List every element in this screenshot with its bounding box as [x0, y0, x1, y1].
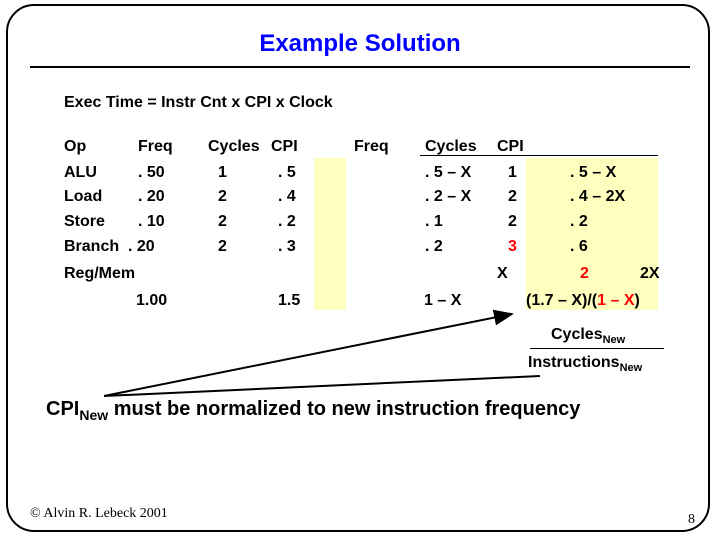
new-cycles-alu: 1: [508, 164, 517, 181]
denominator-subscript: New: [619, 362, 643, 375]
row-cpi-branch: . 3: [278, 238, 296, 255]
row-cpi-load: . 4: [278, 188, 296, 205]
new-cycles-load: 2: [508, 188, 517, 205]
new-cycles-regmem: X: [497, 265, 508, 282]
total-freq-old: 1.00: [136, 292, 168, 309]
row-freq-alu: . 50: [138, 164, 165, 181]
row-op-regmem: Reg/Mem: [64, 265, 136, 282]
header-new-cpi: CPI: [497, 138, 524, 155]
total-cpi-suffix: ): [634, 292, 640, 309]
total-cpi-prefix: (1.7 – X)/(: [526, 292, 598, 309]
new-cpi-alu: . 5 – X: [570, 164, 617, 181]
header-op: Op: [64, 138, 87, 155]
new-cpi-store: . 2: [570, 213, 588, 230]
note-cpi: CPI: [46, 398, 80, 420]
new-cpi-regmem-term: 2X: [640, 265, 660, 282]
row-cpi-alu: . 5: [278, 164, 296, 181]
copyright: © Alvin R. Lebeck 2001: [30, 506, 168, 521]
note-text: must be normalized to new instruction frequency: [108, 398, 581, 420]
new-cpi-branch: . 6: [570, 238, 588, 255]
row-freq-branch: . 20: [128, 238, 155, 255]
new-cycles-branch: 3: [508, 238, 517, 255]
slide-title: Example Solution: [259, 30, 461, 57]
total-cpi-denominator: 1 – X: [597, 292, 635, 309]
row-cycles-store: 2: [218, 213, 227, 230]
normalization-note: [46, 398, 580, 423]
row-cycles-alu: 1: [218, 164, 227, 181]
new-freq-store: . 1: [425, 213, 443, 230]
page-number: 8: [688, 512, 695, 527]
header-freq: Freq: [138, 138, 173, 155]
total-cpi-old: 1.5: [278, 292, 301, 309]
row-op-alu: ALU: [64, 164, 97, 181]
row-cycles-load: 2: [218, 188, 227, 205]
note-subscript: New: [79, 407, 109, 423]
total-freq-new: 1 – X: [424, 292, 462, 309]
row-cpi-store: . 2: [278, 213, 296, 230]
new-freq-load: . 2 – X: [425, 188, 472, 205]
new-cycles-store: 2: [508, 213, 517, 230]
new-freq-alu: . 5 – X: [425, 164, 472, 181]
header-new-freq: Freq: [354, 138, 389, 155]
row-freq-store: . 10: [138, 213, 165, 230]
row-freq-load: . 20: [138, 188, 165, 205]
header-cycles: Cycles: [208, 138, 260, 155]
arrow-to-total-cpi: [104, 314, 512, 396]
header-cpi: CPI: [271, 138, 298, 155]
numerator-text: Cycles: [551, 326, 603, 343]
new-cpi-regmem-value: 2: [580, 265, 589, 282]
numerator-subscript: New: [602, 334, 626, 347]
row-op-load: Load: [64, 188, 103, 205]
denominator-text: Instructions: [528, 354, 620, 371]
new-cpi-load: . 4 – 2X: [570, 188, 626, 205]
new-freq-branch: . 2: [425, 238, 443, 255]
arrow-to-fraction: [104, 376, 540, 396]
exec-time-formula: Exec Time = Instr Cnt x CPI x Clock: [64, 94, 333, 111]
header-new-cycles: Cycles: [425, 138, 477, 155]
row-cycles-branch: 2: [218, 238, 227, 255]
row-op-store: Store: [64, 213, 105, 230]
row-op-branch: Branch: [64, 238, 120, 255]
